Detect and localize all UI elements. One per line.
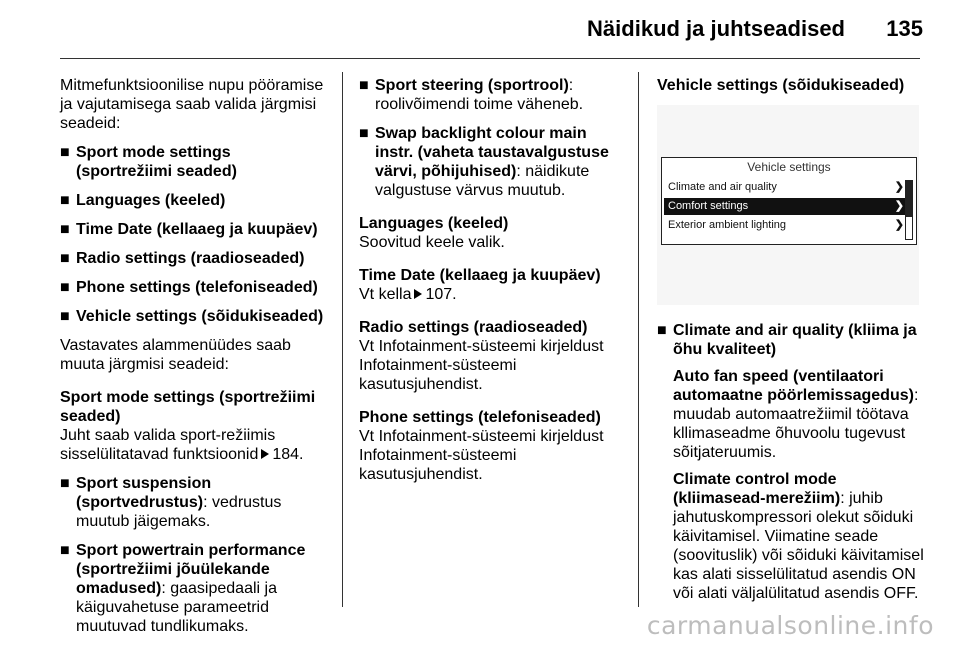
bullet-icon: ■ <box>60 144 70 161</box>
list-item: ■ Sport steering (sportrool): roolivõimendi toime väheneb. <box>359 77 584 113</box>
bullet-icon: ■ <box>60 250 70 267</box>
header-title: Näidikud ja juhtseadised <box>587 16 845 41</box>
section-heading: Phone settings (telefoniseaded) <box>359 409 601 426</box>
section-heading: Vehicle settings (sõidukiseaded) <box>657 77 905 94</box>
list-item: ■ Sport powertrain performance (sportrežiimi jõuülekande omadused): gaasipedaali ja käiguvahetuse parameetrid muutuvad tundlikumaks. <box>60 542 306 635</box>
section-text: Soovitud keele valik. <box>359 234 505 251</box>
page-reference[interactable]: 184. <box>272 446 304 463</box>
chevron-right-icon: ❯ <box>894 181 904 193</box>
bullet-icon: ■ <box>359 125 369 142</box>
display-screen <box>661 157 917 245</box>
column-divider-1 <box>342 72 343 607</box>
column-2 <box>359 76 627 494</box>
time-section <box>359 266 627 304</box>
phone-section <box>359 408 627 484</box>
section-heading: Radio settings (raadioseaded) <box>359 319 588 336</box>
header-divider <box>60 58 920 59</box>
intro-text: Mitmefunktsioonilise nupu pööramise ja vajutamisega saab valida järgmisi seadeid: <box>60 77 324 132</box>
menu-row-comfort[interactable]: Comfort settings ❯ <box>664 198 908 215</box>
chevron-right-icon: ❯ <box>894 219 904 231</box>
column-1 <box>60 76 330 646</box>
section-text: Vt kella <box>359 286 412 303</box>
menu-item: ■ Languages (keeled) <box>60 192 226 209</box>
sub-item-climate-mode: Climate control mode (kliimasead-merežiim): juhib jahutuskompressori olekut sõiduki käivitamisel. Viimatine seade (soovituslik) või sõiduki käivitamisel kas alati sisselülitatud asendis ON või alati väljalülitatud asendis OFF. <box>673 471 924 602</box>
languages-section <box>359 214 627 252</box>
menu-row-climate[interactable]: Climate and air quality ❯ <box>664 179 908 196</box>
page-number: 135 <box>886 16 923 41</box>
section-heading: Time Date (kellaaeg ja kuupäev) <box>359 267 601 284</box>
watermark: carmanualsonline.info <box>646 611 934 640</box>
bullet-icon: ■ <box>60 308 70 325</box>
menu-item: ■ Time Date (kellaaeg ja kuupäev) <box>60 221 318 238</box>
vehicle-settings-figure <box>657 105 919 305</box>
menu-item: ■ Phone settings (telefoniseaded) <box>60 279 318 296</box>
column-divider-2 <box>638 72 639 607</box>
bullet-icon: ■ <box>359 77 369 94</box>
section-text: Vt Infotainment-süsteemi kirjeldust Infotainment-süsteemi kasutusjuhendist. <box>359 428 604 483</box>
page-reference[interactable]: 107. <box>425 286 457 303</box>
menu-item: ■ Sport mode settings (sportrežiimi seaded) <box>60 144 237 180</box>
bullet-icon: ■ <box>60 542 70 559</box>
screen-title: Vehicle settings <box>747 160 831 174</box>
section-heading: Sport mode settings (sportrežiimi seaded) <box>60 389 316 425</box>
bullet-icon: ■ <box>60 279 70 296</box>
scrollbar[interactable] <box>905 180 913 240</box>
sub-item-fan-speed: Auto fan speed (ventilaatori automaatne pöörlemissagedus): muudab automaatrežiimil töötava kllimaseadme õhuvoolu tugevust sõitjateruumis. <box>673 368 919 461</box>
section-text: Vt Infotainment-süsteemi kirjeldust Infotainment-süsteemi kasutusjuhendist. <box>359 338 604 393</box>
submenu-text: Vastavates alammenüüdes saab muuta järgmisi seadeid: <box>60 337 291 373</box>
bullet-icon: ■ <box>657 322 667 339</box>
bullet-icon: ■ <box>60 192 70 209</box>
menu-row-exterior-lighting[interactable]: Exterior ambient lighting ❯ <box>664 217 908 234</box>
page-reference-icon <box>414 289 422 299</box>
radio-section <box>359 318 627 394</box>
section-text: Juht saab valida sport-režiimis sisselülitatavad funktsioonid <box>60 427 276 463</box>
list-item: ■ Climate and air quality (kliima ja õhu kvaliteet) <box>657 322 917 358</box>
chevron-right-icon: ❯ <box>894 200 904 212</box>
column-3 <box>657 76 925 611</box>
page-reference-icon <box>261 449 269 459</box>
menu-item: ■ Radio settings (raadioseaded) <box>60 250 305 267</box>
bullet-icon: ■ <box>60 221 70 238</box>
sport-section <box>60 388 330 464</box>
list-item: ■ Sport suspension (sportvedrustus): vedrustus muutub jäigemaks. <box>60 475 282 530</box>
section-heading: Languages (keeled) <box>359 215 509 232</box>
menu-item: ■ Vehicle settings (sõidukiseaded) <box>60 308 324 325</box>
scrollbar-thumb[interactable] <box>906 181 912 217</box>
list-item: ■ Swap backlight colour main instr. (vaheta taustavalgustuse värvi, põhijuhised): näidikute valgustuse värvus muutub. <box>359 125 609 199</box>
bullet-icon: ■ <box>60 475 70 492</box>
